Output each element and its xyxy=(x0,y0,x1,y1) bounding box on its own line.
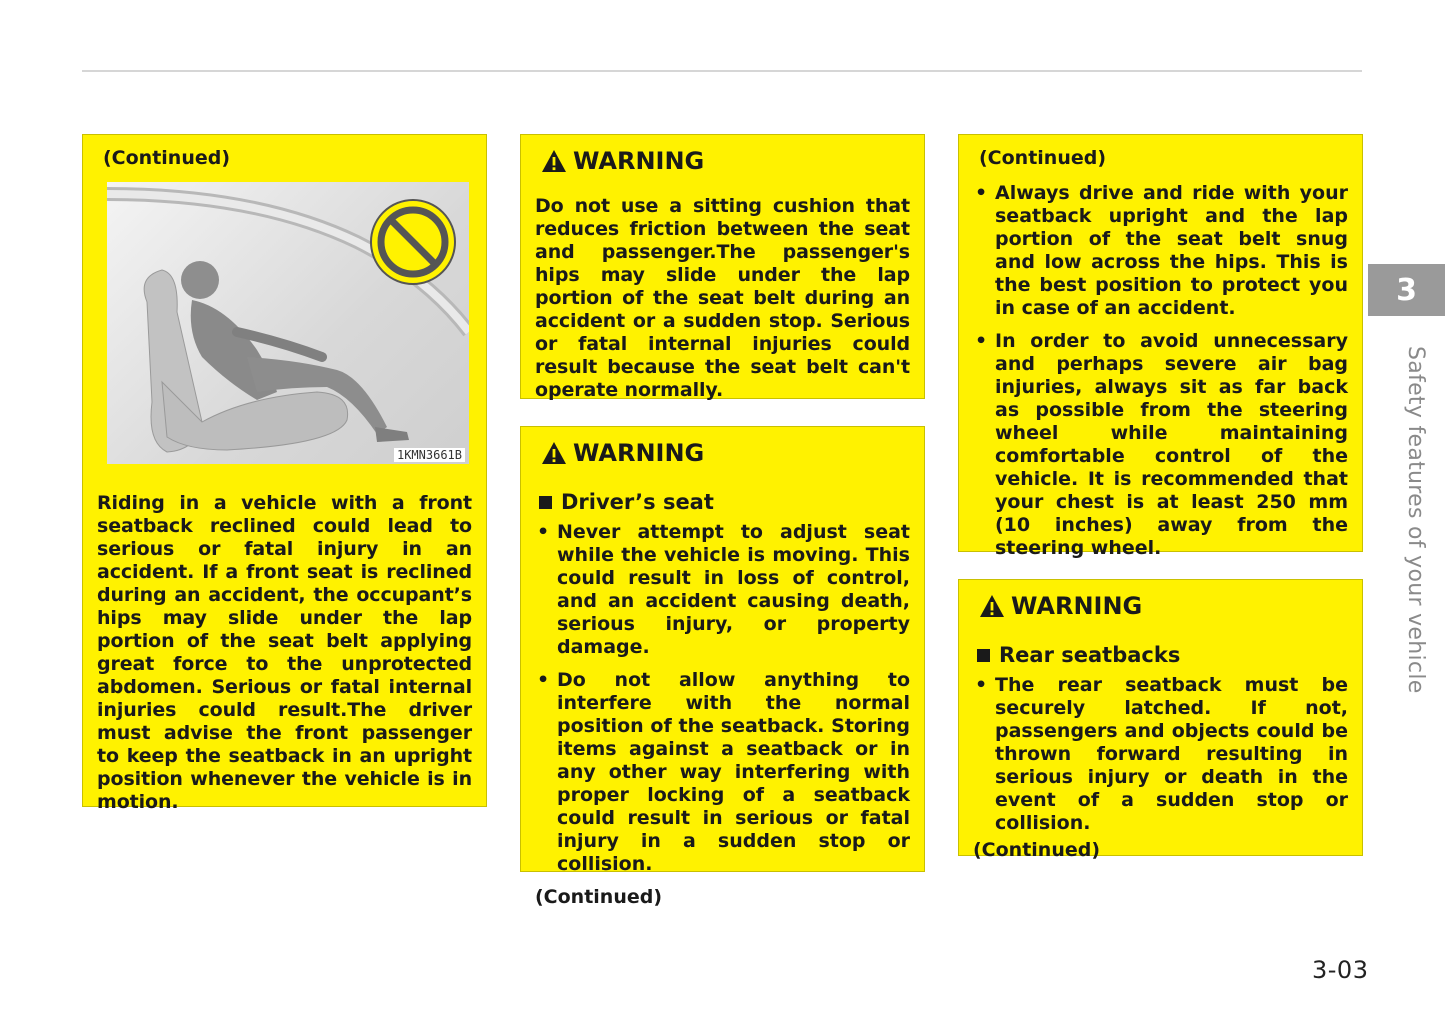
chapter-number: 3 xyxy=(1396,272,1417,308)
list-item: • The rear seatback must be securely latched. If not, passengers and objects could be thrown forward resulting in serious injury or death in the event of a sudden stop or collision. xyxy=(973,674,1348,835)
seating-position-bullets xyxy=(973,182,1348,560)
reclined-seat-illustration xyxy=(107,182,469,464)
continued-label-top: (Continued) xyxy=(103,147,231,169)
subheading-rear-seatbacks xyxy=(977,642,1348,668)
warning-triangle-icon xyxy=(541,441,567,465)
continued-label-bottom: (Continued) xyxy=(973,839,1101,861)
warning-heading-label: WARNING xyxy=(1011,592,1143,620)
list-item: • Always drive and ride with your seatback upright and the lap portion of the seat belt snug and low across the hips. This is the best position to protect you in case of an accident. xyxy=(973,182,1348,320)
header-rule xyxy=(82,70,1362,72)
warning-heading-label: WARNING xyxy=(573,147,705,175)
continued-label-bottom: (Continued) xyxy=(535,886,663,908)
warning-triangle-icon xyxy=(541,149,567,173)
drivers-seat-bullets xyxy=(535,521,910,876)
warning-heading xyxy=(541,147,910,175)
rear-seatback-bullets xyxy=(973,674,1348,835)
subheading-label: Driver’s seat xyxy=(561,490,714,514)
continued-panel-right xyxy=(958,134,1363,559)
chapter-tab xyxy=(1368,264,1445,316)
cushion-warning-text: Do not use a sitting cushion that reduces friction between the seat and passenger.The passenger's hips may slide under the lap portion of the seat belt during an accident or a sudden stop. Serious or fatal internal injuries could result because the seat belt can't operate normally. xyxy=(535,195,910,401)
warning-panel-drivers-seat xyxy=(520,426,925,908)
figure-code: 1KMN3661B xyxy=(394,448,465,462)
warning-heading xyxy=(541,439,910,467)
warning-heading-label: WARNING xyxy=(573,439,705,467)
continued-label-top: (Continued) xyxy=(979,147,1107,169)
warning-heading xyxy=(979,592,1348,620)
subheading-label: Rear seatbacks xyxy=(999,643,1181,667)
reclined-seat-paragraph: Riding in a vehicle with a front seatback reclined could lead to serious or fatal injury in an accident. If a front seat is reclined during an accident, the occupant’s hips may slide under the lap portion of the seat belt applying great force to the unprotected abdomen. Serious or fatal internal injuries could result.The driver must advise the front passenger to keep the seatback in an upright position whenever the vehicle is in motion. xyxy=(97,492,472,813)
square-bullet-icon xyxy=(539,496,552,509)
list-item: • Never attempt to adjust seat while the vehicle is moving. This could result in loss of control, and an accident causing death, serious injury, or property damage. xyxy=(535,521,910,659)
prohibition-icon xyxy=(363,192,463,292)
subheading-drivers-seat xyxy=(539,489,910,515)
list-item: • In order to avoid unnecessary and perhaps severe air bag injuries, always sit as far back as possible from the steering wheel while maintaining comfortable control of the vehicle. It is recommended that your chest is at least 250 mm (10 inches) away from the steering wheel. xyxy=(973,330,1348,560)
warning-panel-cushion xyxy=(520,134,925,399)
warning-triangle-icon xyxy=(979,594,1005,618)
list-item: • Do not allow anything to interfere with the normal position of the seatback. Storing items against a seatback or in any other way interfering with proper locking of a seatback could result in serious or fatal injury in a sudden stop or collision. xyxy=(535,669,910,876)
square-bullet-icon xyxy=(977,649,990,662)
continued-panel-left xyxy=(82,134,487,813)
page-number: 3-03 xyxy=(1312,956,1369,984)
warning-panel-rear-seatbacks xyxy=(958,579,1363,861)
chapter-title: Safety features of your vehicle xyxy=(1403,346,1428,694)
